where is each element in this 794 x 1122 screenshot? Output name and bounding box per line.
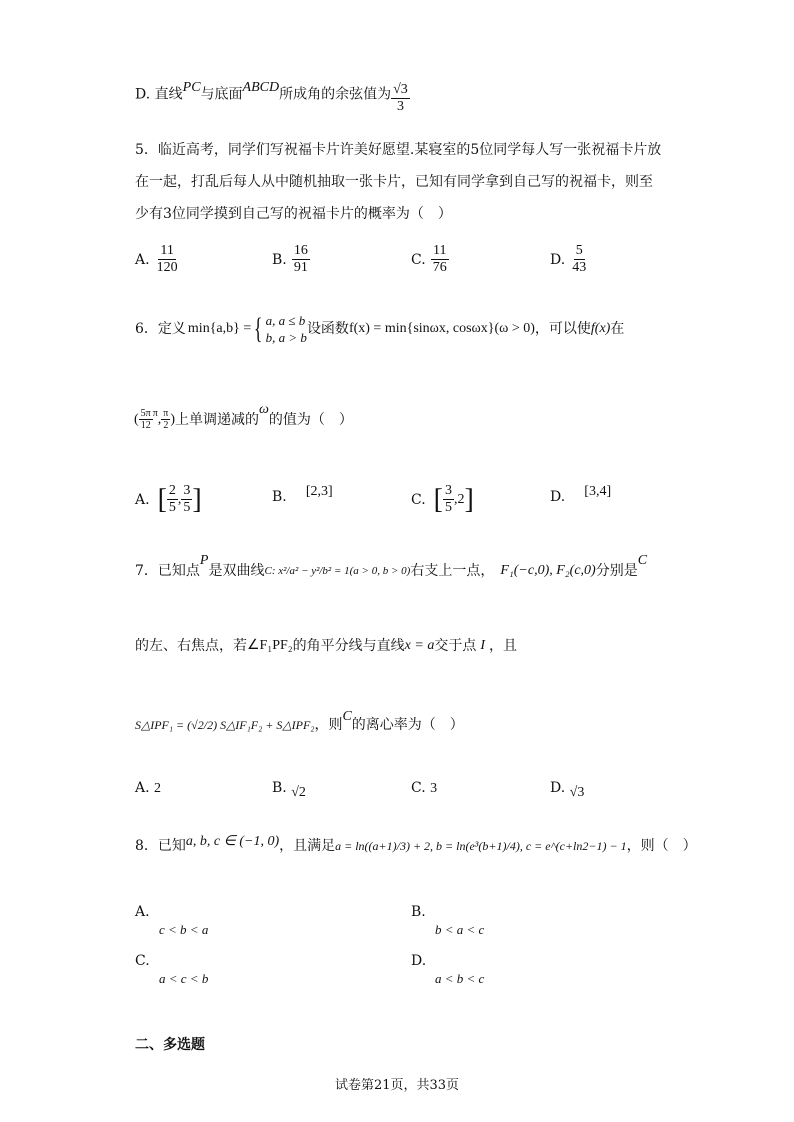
text: 上单调递减的 [175,411,260,428]
fraction: $\frac{11}{76}$ [432,243,447,275]
cases: a, a ≤ b b, a > b [265,313,307,345]
q7-option-a[interactable]: A. 2 [135,780,162,796]
q5-option-b[interactable]: B. $\frac{16}{91}$ [272,243,308,275]
q8-option-d[interactable]: D. a < b < c [411,953,485,986]
q6-option-c[interactable]: C. [ $\frac{3}{5}$ ,2 ] [411,483,474,515]
text: 所成角的余弦值为 [279,86,392,103]
q5-option-c[interactable]: C. $\frac{11}{76}$ [411,243,447,275]
q5-line2: 在一起，打乱后每人从中随机抽取一张卡片，已知有同学拿到自己写的祝福卡，则至 [135,174,653,190]
text: 与底面 [200,86,243,103]
q8-option-c[interactable]: C. a < c < b [135,953,209,986]
text: 在 [610,321,625,337]
q7-line2: 的左、右焦点，若 ∠F₁PF₂ 的角平分线与直线 x = a 交于点 I ，且 [135,638,518,654]
math-hyperbola: C: x²/a² − y²/b² = 1(a > 0, b > 0) [264,565,411,577]
q8-option-b[interactable]: B. b < a < c [411,904,485,937]
fraction: $\frac{√3}{3}$ [393,82,408,114]
fraction: $\frac{5\pi}{12}$ [140,408,151,431]
fraction: $\frac{\pi}{2}$ [163,408,169,431]
math-area: S△IPF₁ = (√2/2) S△IF₁F₂ + S△IPF₂ [135,718,315,732]
text: 直线 [154,86,183,103]
q7-option-b[interactable]: B. √2 [272,780,306,800]
q6-option-a[interactable]: A. [ $\frac{2}{5}$ , $\frac{3}{5}$ ] [135,483,202,515]
q8-line1: 8．已知 a, b, c ∈ (−1, 0) ，且满足 a = ln((a+1)/3) + 2, b = ln(e³(b+1)/4), c = e^(c+ln2−1) − 1 ，则（ ） [135,834,697,854]
math-func: f(x) = min{sinωx, cosωx}(ω > 0) [348,321,535,336]
text: 设函数 [306,321,349,337]
q5-option-a[interactable]: A. $\frac{11}{120}$ [135,243,178,275]
math-omega: ω [259,401,269,417]
math-pc: PC [182,79,201,95]
q7-option-d[interactable]: D. √3 [550,780,585,800]
math-cond: a, b, c ∈ (−1, 0) [185,834,280,849]
q6-option-b[interactable]: B. [2,3] [272,484,333,505]
fraction: $\frac{11}{120}$ [156,243,178,275]
q6-option-d[interactable]: D. [3,4] [550,484,612,505]
section-title: 二、多选题 [135,1037,205,1053]
option-label: D. [135,86,151,103]
math-min-def: min{a,b} = [187,321,252,336]
math-equations: a = ln((a+1)/3) + 2, b = ln(e³(b+1)/4), c = e^(c+ln2−1) − 1 [335,839,627,853]
q5-option-d[interactable]: D. $\frac{5}{43}$ [550,243,587,275]
q7-line3: S△IPF₁ = (√2/2) S△IF₁F₂ + S△IPF₂ ，则 C 的离心率为（ ） [135,709,464,733]
page-footer: 试卷第21页，共33页 [334,1078,460,1093]
brace: { [254,312,263,345]
q5-line1: 5．临近高考，同学们写祝福卡片许美好愿望.某寝室的5位同学每人写一张祝福卡片放 [135,142,662,158]
q5-line3: 少有3位同学摸到自己写的祝福卡片的概率为（ ） [135,206,452,222]
fraction: $\frac{16}{91}$ [293,243,308,275]
text: ，可以使 [534,321,591,337]
q7-option-c[interactable]: C. 3 [411,780,438,796]
text: 6．定义 [135,321,186,337]
q7-line1: 7．已知点 P 是双曲线 C: x²/a² − y²/b² = 1(a > 0, b > 0) 右支上一点， F₁(−c,0), F₂(c,0) 分别是 C [135,553,648,579]
math-fx: f(x) [590,321,611,336]
q8-option-a[interactable]: A. c < b < a [135,904,209,937]
q6-line1 [135,312,624,346]
q6-line2: ( $\frac{5\pi}{12}$ π , $\frac{\pi}{2}$ ) 上单调递减的 ω 的值为（ ） [134,401,353,431]
math-abcd: ABCD [242,79,280,95]
text: 的值为（ ） [268,411,353,428]
fraction: $\frac{5}{43}$ [572,243,587,275]
q4-option-d [135,78,410,114]
math-foci: F₁(−c,0), F₂(c,0) [500,563,596,578]
